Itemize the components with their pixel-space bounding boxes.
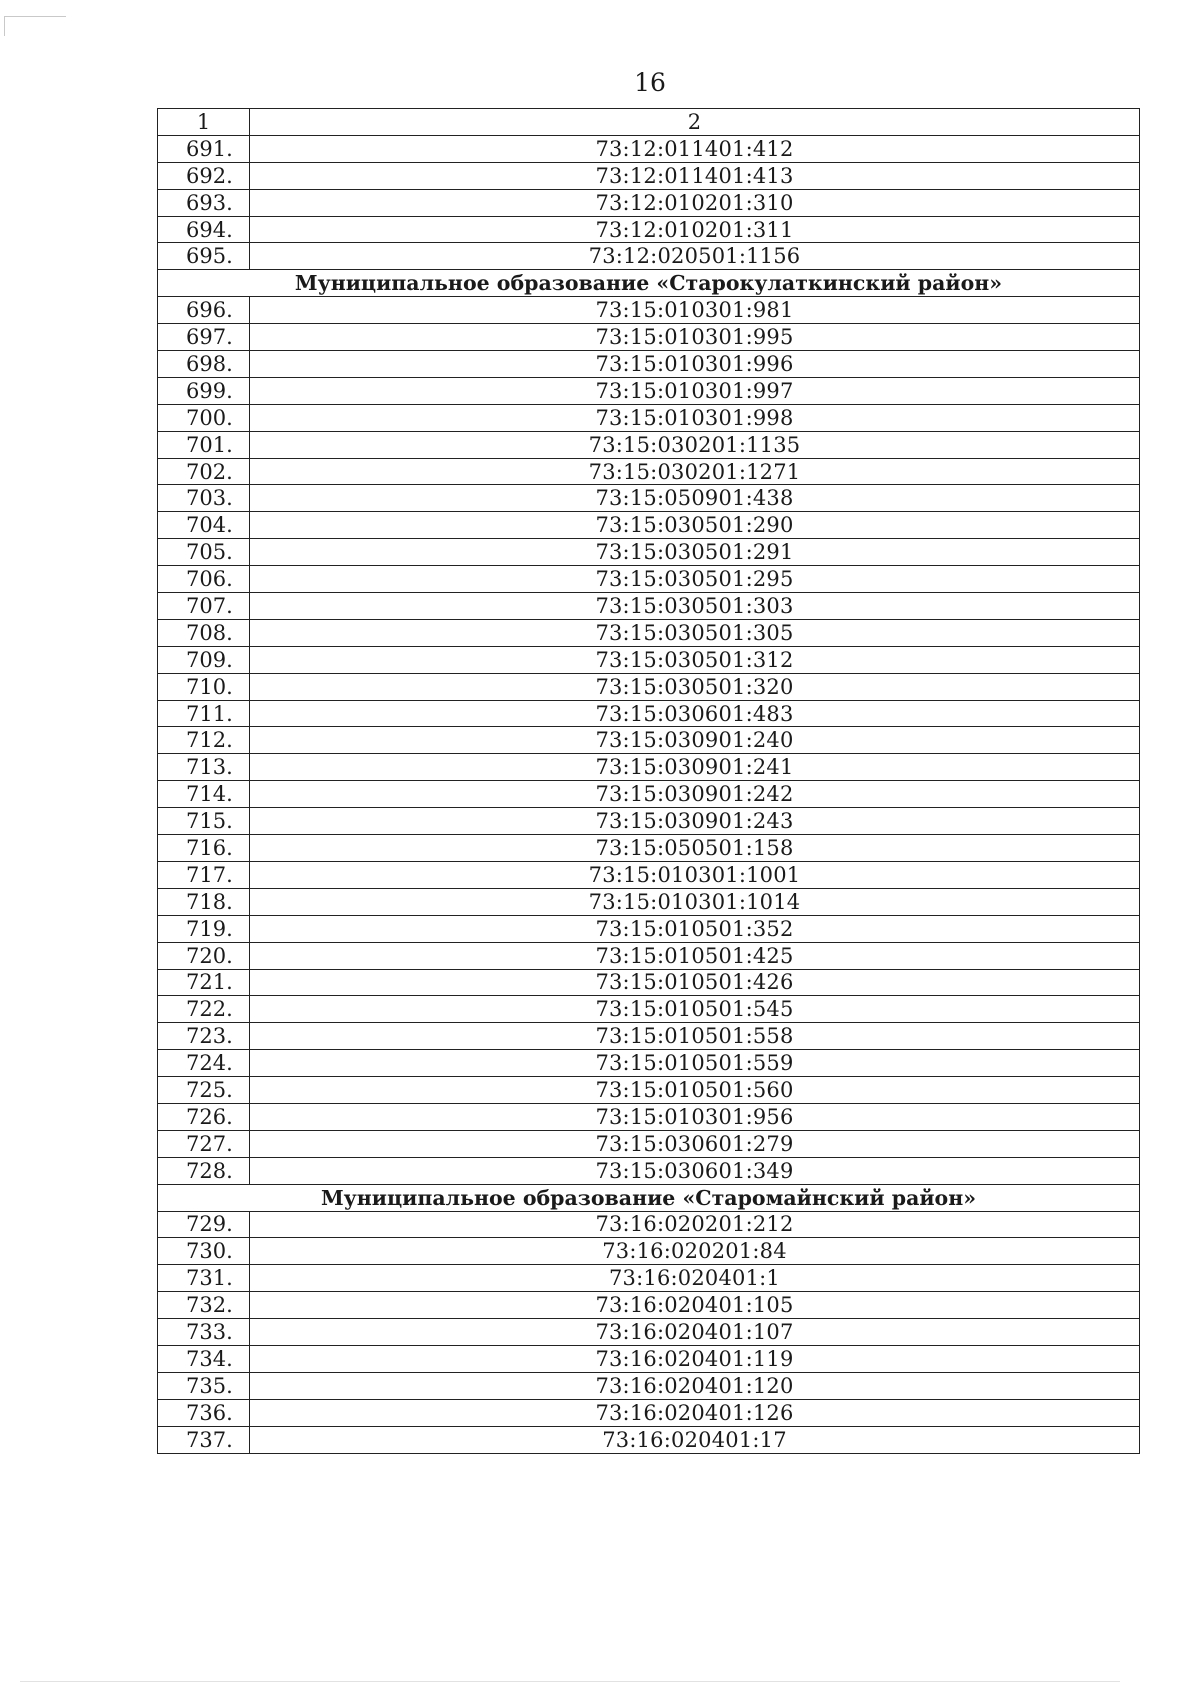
row-number: 701. <box>158 431 250 458</box>
table-row <box>158 189 1140 216</box>
row-number: 716. <box>158 835 250 862</box>
cadastral-number: 73:12:010201:311 <box>250 216 1140 243</box>
cadastral-number: 73:15:010301:998 <box>250 404 1140 431</box>
table-row <box>158 1319 1140 1346</box>
cadastral-number: 73:16:020401:1 <box>250 1265 1140 1292</box>
table-row <box>158 216 1140 243</box>
table-row <box>158 1238 1140 1265</box>
cadastral-number: 73:15:030601:349 <box>250 1157 1140 1184</box>
row-number: 694. <box>158 216 250 243</box>
cadastral-number: 73:15:030901:242 <box>250 781 1140 808</box>
row-number: 736. <box>158 1399 250 1426</box>
cadastral-number: 73:15:010501:425 <box>250 942 1140 969</box>
section-header-row <box>158 1184 1140 1211</box>
row-number: 714. <box>158 781 250 808</box>
row-number: 731. <box>158 1265 250 1292</box>
row-number: 706. <box>158 566 250 593</box>
table-row <box>158 1426 1140 1453</box>
cadastral-number: 73:15:030501:290 <box>250 512 1140 539</box>
section-title: Муниципальное образование «Старокулаткинский район» <box>158 270 1140 297</box>
table-row <box>158 1265 1140 1292</box>
cadastral-number: 73:15:010301:996 <box>250 351 1140 378</box>
cadastral-number: 73:15:010501:559 <box>250 1050 1140 1077</box>
table-row <box>158 915 1140 942</box>
table-row <box>158 297 1140 324</box>
column-header-cadastral: 2 <box>250 109 1140 136</box>
cadastral-number: 73:15:030601:279 <box>250 1130 1140 1157</box>
cadastral-number: 73:15:030501:320 <box>250 673 1140 700</box>
table-row <box>158 243 1140 270</box>
row-number: 693. <box>158 189 250 216</box>
cadastral-number: 73:15:050501:158 <box>250 835 1140 862</box>
table-row <box>158 566 1140 593</box>
row-number: 692. <box>158 162 250 189</box>
table-row <box>158 1103 1140 1130</box>
table-row <box>158 135 1140 162</box>
cadastral-number: 73:16:020401:107 <box>250 1319 1140 1346</box>
table-row <box>158 700 1140 727</box>
row-number: 698. <box>158 351 250 378</box>
cadastral-number: 73:15:010301:997 <box>250 377 1140 404</box>
row-number: 703. <box>158 485 250 512</box>
cadastral-number: 73:15:010301:1014 <box>250 888 1140 915</box>
row-number: 734. <box>158 1345 250 1372</box>
row-number: 711. <box>158 700 250 727</box>
table-row <box>158 673 1140 700</box>
cadastral-number: 73:16:020401:17 <box>250 1426 1140 1453</box>
row-number: 721. <box>158 969 250 996</box>
cadastral-number: 73:15:030901:243 <box>250 808 1140 835</box>
row-number: 730. <box>158 1238 250 1265</box>
table-row <box>158 996 1140 1023</box>
table-row <box>158 485 1140 512</box>
table-row <box>158 1292 1140 1319</box>
cadastral-number: 73:15:010501:560 <box>250 1077 1140 1104</box>
cadastral-number: 73:15:010501:545 <box>250 996 1140 1023</box>
cadastral-number: 73:16:020401:119 <box>250 1345 1140 1372</box>
cadastral-number: 73:15:030501:291 <box>250 539 1140 566</box>
cadastral-number: 73:12:011401:412 <box>250 135 1140 162</box>
table-row <box>158 162 1140 189</box>
row-number: 726. <box>158 1103 250 1130</box>
row-number: 712. <box>158 727 250 754</box>
row-number: 728. <box>158 1157 250 1184</box>
cadastral-number: 73:16:020401:105 <box>250 1292 1140 1319</box>
table-row <box>158 404 1140 431</box>
cadastral-number: 73:15:010301:1001 <box>250 861 1140 888</box>
table-row <box>158 942 1140 969</box>
table-row <box>158 431 1140 458</box>
cadastral-number: 73:15:030501:295 <box>250 566 1140 593</box>
row-number: 696. <box>158 297 250 324</box>
cadastral-number: 73:15:030201:1271 <box>250 458 1140 485</box>
cadastral-number: 73:12:011401:413 <box>250 162 1140 189</box>
table-row <box>158 808 1140 835</box>
row-number: 715. <box>158 808 250 835</box>
row-number: 720. <box>158 942 250 969</box>
section-header-row <box>158 270 1140 297</box>
row-number: 719. <box>158 915 250 942</box>
row-number: 699. <box>158 377 250 404</box>
row-number: 737. <box>158 1426 250 1453</box>
row-number: 733. <box>158 1319 250 1346</box>
column-header-number: 1 <box>158 109 250 136</box>
row-number: 705. <box>158 539 250 566</box>
table-row <box>158 1077 1140 1104</box>
table-row <box>158 1130 1140 1157</box>
row-number: 704. <box>158 512 250 539</box>
row-number: 723. <box>158 1023 250 1050</box>
table-row <box>158 781 1140 808</box>
row-number: 735. <box>158 1372 250 1399</box>
cadastral-number: 73:15:010301:981 <box>250 297 1140 324</box>
row-number: 707. <box>158 593 250 620</box>
table-row <box>158 351 1140 378</box>
row-number: 700. <box>158 404 250 431</box>
table-row <box>158 646 1140 673</box>
cadastral-number: 73:15:030601:483 <box>250 700 1140 727</box>
row-number: 729. <box>158 1211 250 1238</box>
cadastral-number: 73:15:010301:956 <box>250 1103 1140 1130</box>
row-number: 708. <box>158 619 250 646</box>
cadastral-number: 73:16:020401:126 <box>250 1399 1140 1426</box>
table-row <box>158 1399 1140 1426</box>
table-row <box>158 861 1140 888</box>
table-row <box>158 835 1140 862</box>
table-row <box>158 1023 1140 1050</box>
table-row <box>158 969 1140 996</box>
row-number: 717. <box>158 861 250 888</box>
scan-artifact-left <box>4 16 5 36</box>
table-row <box>158 512 1140 539</box>
cadastral-number: 73:15:050901:438 <box>250 485 1140 512</box>
table-row <box>158 888 1140 915</box>
cadastral-numbers-table <box>157 108 1140 1454</box>
table-header-row <box>158 109 1140 136</box>
page-number-text: 16 <box>634 68 666 97</box>
table-row <box>158 1050 1140 1077</box>
row-number: 722. <box>158 996 250 1023</box>
table-row <box>158 754 1140 781</box>
row-number: 725. <box>158 1077 250 1104</box>
table-row <box>158 1157 1140 1184</box>
cadastral-number: 73:15:030501:312 <box>250 646 1140 673</box>
cadastral-number: 73:16:020201:212 <box>250 1211 1140 1238</box>
cadastral-number: 73:15:030501:303 <box>250 593 1140 620</box>
row-number: 727. <box>158 1130 250 1157</box>
section-title: Муниципальное образование «Старомайнский район» <box>158 1184 1140 1211</box>
row-number: 718. <box>158 888 250 915</box>
table-row <box>158 619 1140 646</box>
cadastral-number: 73:16:020401:120 <box>250 1372 1140 1399</box>
row-number: 695. <box>158 243 250 270</box>
table-row <box>158 1345 1140 1372</box>
table-row <box>158 1372 1140 1399</box>
cadastral-number: 73:15:010501:426 <box>250 969 1140 996</box>
row-number: 724. <box>158 1050 250 1077</box>
row-number: 732. <box>158 1292 250 1319</box>
page-number <box>0 68 1200 98</box>
cadastral-number: 73:15:030201:1135 <box>250 431 1140 458</box>
scan-artifact-bottom <box>20 1681 1120 1682</box>
table-row <box>158 324 1140 351</box>
row-number: 691. <box>158 135 250 162</box>
table-row <box>158 727 1140 754</box>
cadastral-number: 73:16:020201:84 <box>250 1238 1140 1265</box>
table-row <box>158 539 1140 566</box>
cadastral-number: 73:15:010501:352 <box>250 915 1140 942</box>
table-row <box>158 377 1140 404</box>
cadastral-number: 73:12:010201:310 <box>250 189 1140 216</box>
table-row <box>158 458 1140 485</box>
row-number: 710. <box>158 673 250 700</box>
cadastral-number: 73:15:030901:240 <box>250 727 1140 754</box>
table-body <box>158 109 1140 1454</box>
table-row <box>158 593 1140 620</box>
row-number: 713. <box>158 754 250 781</box>
cadastral-number: 73:15:030501:305 <box>250 619 1140 646</box>
cadastral-number: 73:15:010501:558 <box>250 1023 1140 1050</box>
cadastral-number: 73:15:030901:241 <box>250 754 1140 781</box>
scan-artifact-top <box>4 16 66 17</box>
row-number: 709. <box>158 646 250 673</box>
cadastral-number: 73:12:020501:1156 <box>250 243 1140 270</box>
row-number: 702. <box>158 458 250 485</box>
row-number: 697. <box>158 324 250 351</box>
cadastral-number: 73:15:010301:995 <box>250 324 1140 351</box>
table-row <box>158 1211 1140 1238</box>
